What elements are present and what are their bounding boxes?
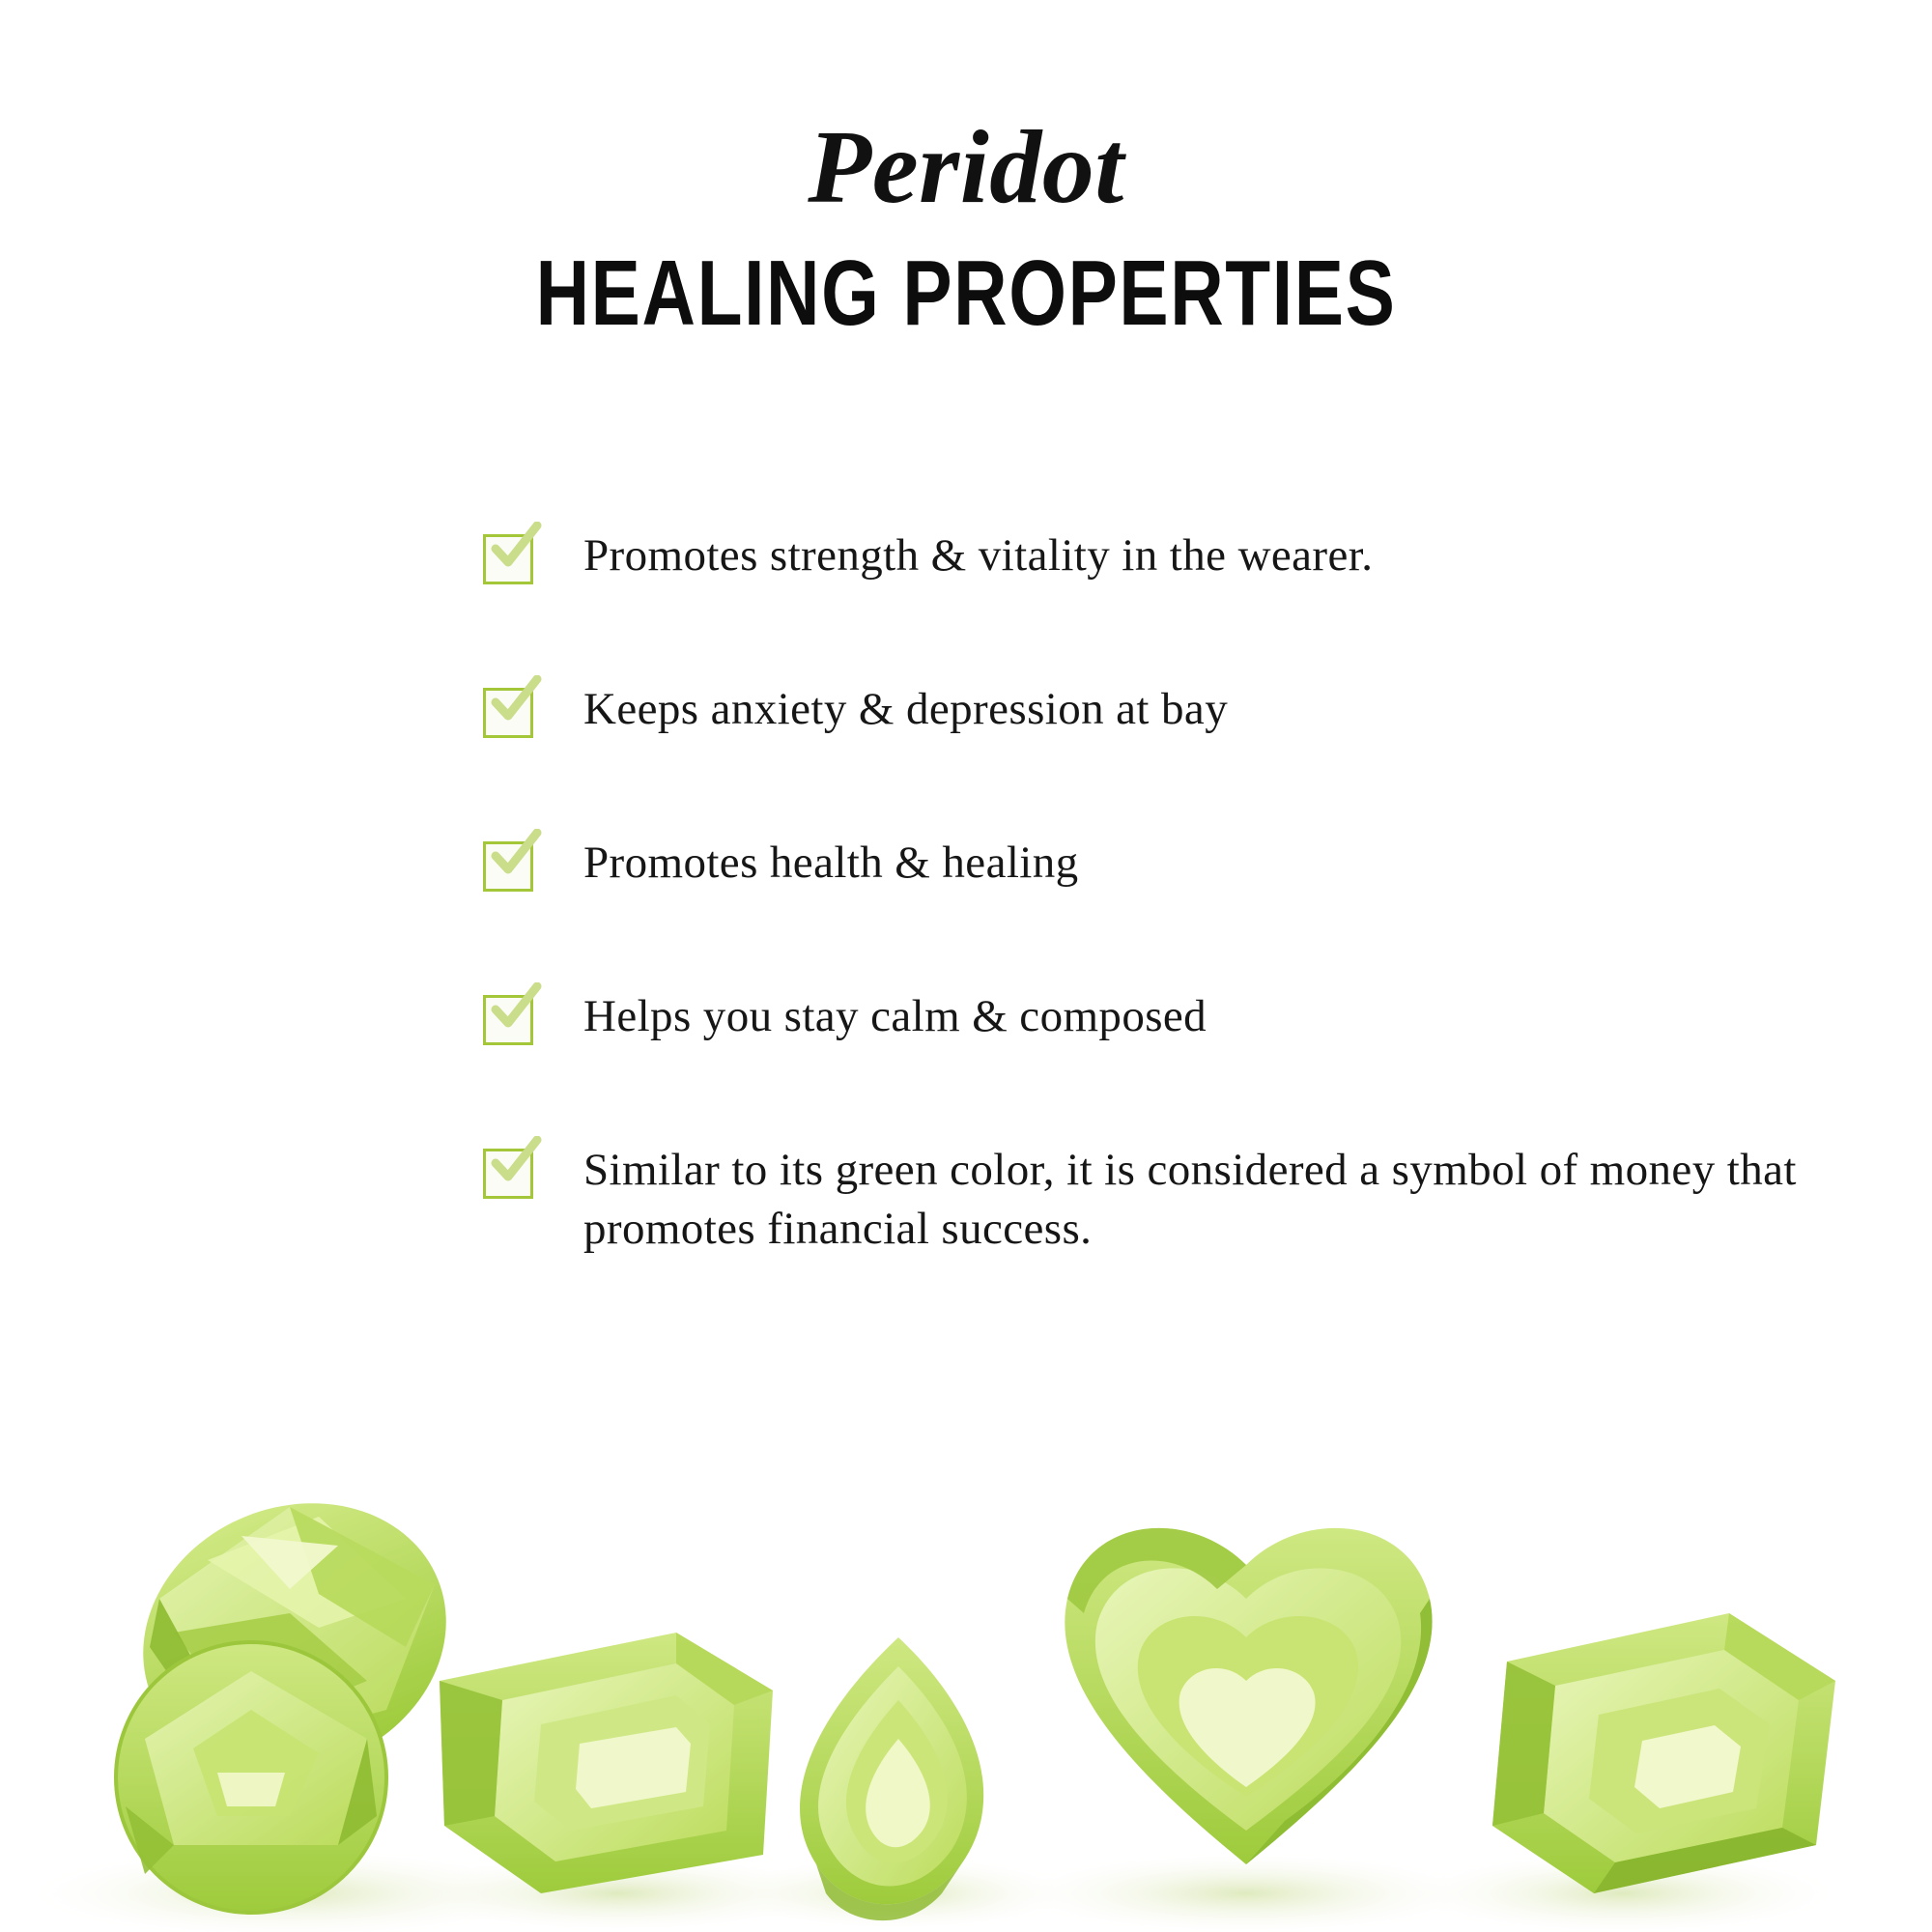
list-item [483, 834, 1797, 893]
peridot-gemstones-photo [0, 1391, 1932, 1932]
list-item [483, 1141, 1797, 1259]
list-item-label: Similar to its green color, it is considered a symbol of money that promotes financial success. [583, 1145, 1797, 1255]
gem-square-cut [1492, 1613, 1835, 1893]
list-item-label: Helps you stay calm & composed [583, 991, 1208, 1042]
checkbox-checked-icon [483, 534, 533, 584]
page-title-main: HEALING PROPERTIES [535, 242, 1397, 345]
checkbox-checked-icon [483, 1149, 533, 1199]
list-item [483, 680, 1797, 739]
checkbox-checked-icon [483, 841, 533, 892]
list-item-label: Promotes health & healing [583, 838, 1079, 889]
list-item [483, 526, 1797, 585]
page-title-script: Peridot [808, 110, 1124, 225]
gem-emerald-cut [440, 1633, 773, 1893]
gem-heart-cut [1065, 1528, 1432, 1864]
checkbox-checked-icon [483, 688, 533, 738]
list-item [483, 987, 1797, 1046]
poster-header [0, 0, 1932, 345]
gem-round-small [116, 1642, 386, 1913]
list-item-label: Promotes strength & vitality in the wearer. [583, 530, 1374, 581]
healing-properties-list [483, 526, 1797, 1260]
list-item-label: Keeps anxiety & depression at bay [583, 684, 1229, 735]
checkbox-checked-icon [483, 995, 533, 1045]
